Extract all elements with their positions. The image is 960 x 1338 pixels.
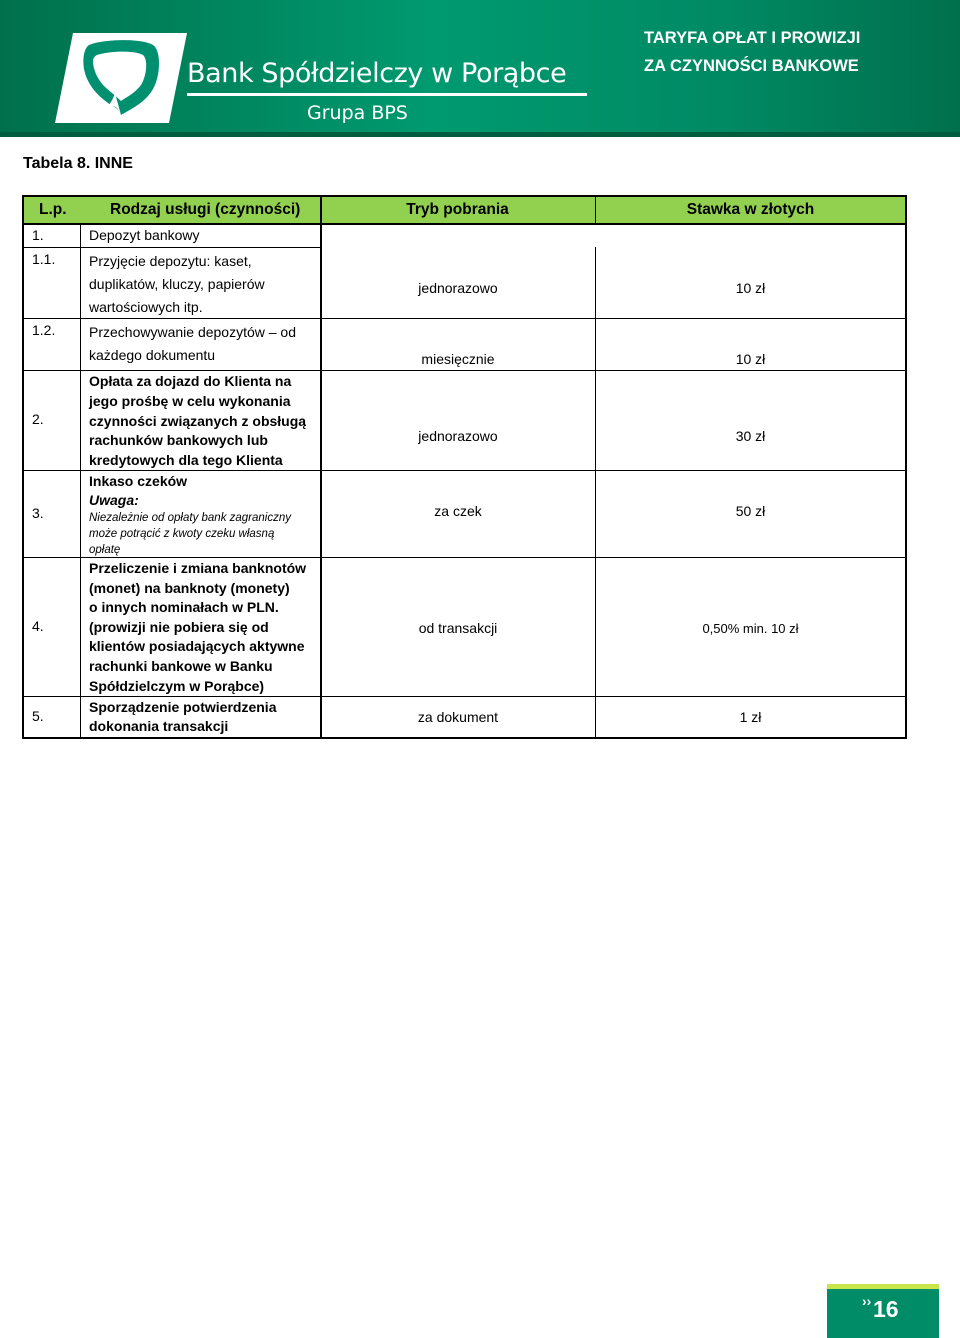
- row-5-mode: za dokument: [417, 709, 499, 725]
- note-line: Niezależnie od opłaty bank zagraniczny: [89, 512, 292, 524]
- row-1-2-service: [89, 321, 296, 367]
- note-label: Uwaga:: [89, 492, 139, 508]
- row-1-2-lp: 1.2.: [32, 322, 56, 338]
- row-1-2-mode: miesięcznie: [421, 351, 495, 367]
- service-line: Przeliczenie i zmiana banknotów: [89, 560, 307, 576]
- service-line: Przyjęcie depozytu: kaset,: [89, 253, 252, 269]
- service-line: (monet) na banknoty (monety): [89, 579, 290, 596]
- page-number: 16: [873, 1296, 899, 1322]
- row-2-rate: 30 zł: [735, 428, 766, 444]
- fee-table: [22, 195, 907, 739]
- row-2-lp: 2.: [32, 411, 44, 427]
- service-line: jego prośbę w celu wykonania: [89, 392, 291, 409]
- bank-group: Grupa BPS: [307, 102, 408, 124]
- service-line: o innych nominałach w PLN.: [89, 599, 279, 616]
- row-1-1-rate: 10 zł: [735, 280, 766, 296]
- table-header-row: [24, 197, 905, 223]
- service-line: Spółdzielczym w Porąbce): [89, 677, 265, 694]
- service-line: rachunków bankowych lub: [89, 432, 268, 449]
- service-line: dokonania transakcji: [89, 718, 229, 734]
- banner-divider: [0, 132, 960, 137]
- service-line: Przechowywanie depozytów – od: [89, 324, 297, 340]
- row-3-service: [89, 472, 291, 558]
- service-line: wartościowych itp.: [89, 299, 203, 315]
- row-3-mode: za czek: [434, 503, 482, 519]
- row-5-lp: 5.: [32, 708, 44, 724]
- row-4-mode: od transakcji: [418, 620, 498, 636]
- service-line: Sporządzenie potwierdzenia: [89, 699, 277, 715]
- row-1-1-service: [89, 250, 265, 319]
- service-line: Opłata za dojazd do Klienta na: [89, 373, 292, 389]
- document-title: [644, 24, 860, 80]
- header-mode: Tryb pobrania: [406, 201, 509, 218]
- service-line: Inkaso czeków: [89, 473, 188, 489]
- row-3-lp: 3.: [32, 505, 44, 521]
- header-banner: [0, 0, 960, 137]
- service-line: klientów posiadających aktywne: [89, 638, 305, 655]
- row-4-lp: 4.: [32, 618, 44, 634]
- document-title-line-2: ZA CZYNNOŚCI BANKOWE: [644, 57, 859, 75]
- row-1-2-rate: 10 zł: [735, 351, 766, 367]
- row-1-service: Depozyt bankowy: [89, 227, 200, 243]
- row-3-rate: 50 zł: [735, 503, 766, 519]
- row-1-lp: 1.: [32, 227, 44, 243]
- row-4-service: [89, 559, 306, 696]
- document-title-line-1: TARYFA OPŁAT I PROWIZJI: [644, 29, 861, 47]
- row-1-1-lp: 1.1.: [32, 251, 56, 267]
- section-title: Tabela 8. INNE: [23, 155, 133, 172]
- row-5-service: [89, 698, 276, 736]
- service-line: (prowizji nie pobiera się od: [89, 618, 269, 635]
- row-2-mode: jednorazowo: [418, 428, 498, 444]
- header-service: Rodzaj usługi (czynności): [110, 201, 301, 218]
- note-line: opłatę: [89, 544, 121, 556]
- service-line: kredytowych dla tego Klienta: [89, 452, 283, 469]
- bank-logo: [55, 33, 190, 123]
- note-line: może potrącić z kwoty czeku własną: [89, 528, 275, 540]
- row-1-1-mode: jednorazowo: [418, 280, 498, 296]
- service-line: rachunki bankowe w Banku: [89, 657, 273, 674]
- header-lp: L.p.: [39, 201, 67, 218]
- row-4-rate: 0,50% min. 10 zł: [702, 621, 799, 636]
- row-2-service: [89, 372, 306, 471]
- row-5-rate: 1 zł: [739, 709, 762, 725]
- brand-underline: [187, 93, 587, 96]
- service-line: każdego dokumentu: [89, 347, 216, 363]
- page-quote-mark: ››: [862, 1293, 872, 1309]
- service-line: czynności związanych z obsługą: [89, 412, 307, 429]
- bank-name: Bank Spółdzielczy w Porąbce: [187, 58, 567, 89]
- service-line: duplikatów, kluczy, papierów: [89, 276, 265, 292]
- header-rate: Stawka w złotych: [686, 201, 815, 218]
